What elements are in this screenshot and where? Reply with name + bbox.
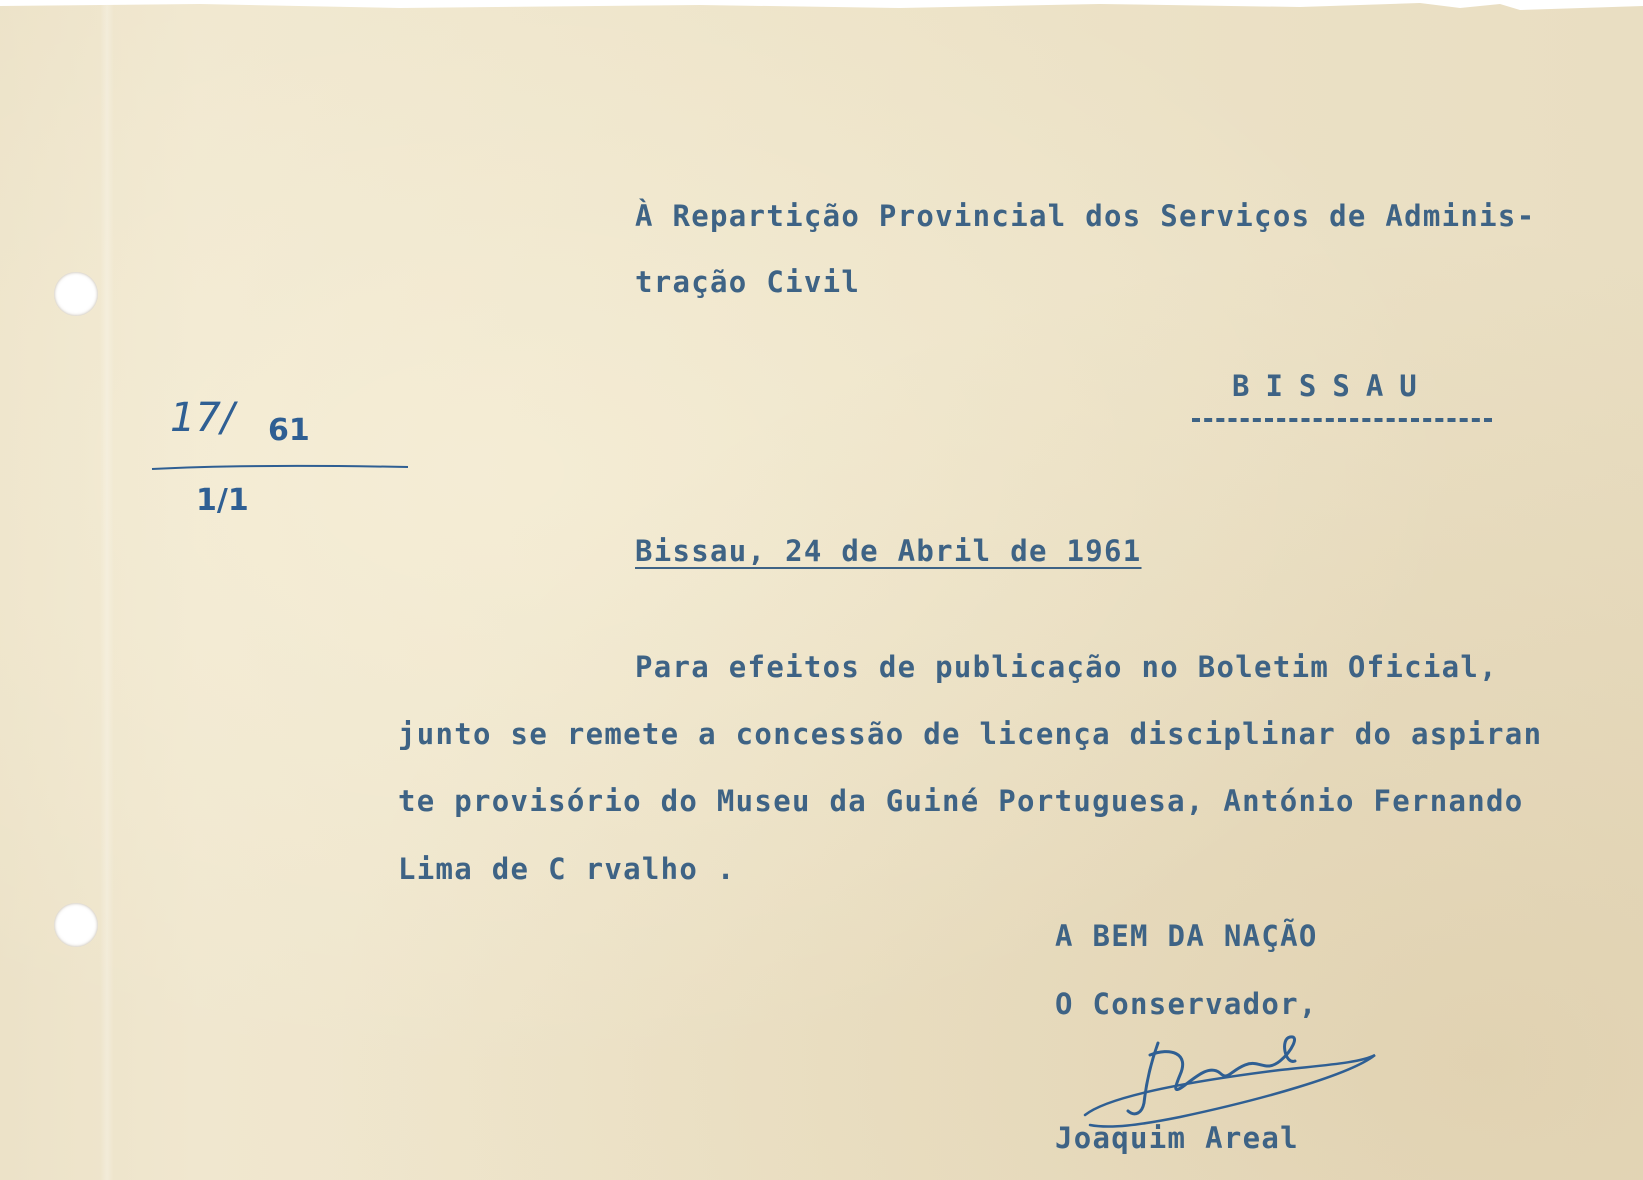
handwritten-signature [1080, 1025, 1380, 1135]
recipient-line-2: tração Civil [635, 265, 861, 299]
body-line-3: te provisório do Museu da Guiné Portuguesa, António Fernando [398, 784, 1524, 818]
date-line: Bissau, 24 de Abril de 1961 [635, 534, 1142, 568]
punch-hole-bottom [54, 903, 98, 947]
signer-name: Joaquim Areal [1055, 1121, 1299, 1155]
reference-block [150, 395, 410, 525]
city-heading-underline [1192, 418, 1492, 422]
body-line-2: junto se remete a concessão de licença disciplinar do aspiran [398, 717, 1543, 751]
paper-fold [100, 0, 114, 1180]
city-heading: BISSAU [1232, 369, 1433, 403]
reference-number: 17/ [170, 395, 235, 441]
recipient-line-1: À Repartição Provincial dos Serviços de Adminis- [635, 199, 1536, 233]
torn-top-edge [0, 0, 1643, 14]
reference-sheet: 1/1 [196, 483, 249, 518]
body-line-1: Para efeitos de publicação no Boletim Oficial, [635, 650, 1498, 684]
signer-title: O Conservador, [1055, 987, 1318, 1021]
reference-year: 61 [268, 413, 310, 448]
reference-rule [150, 463, 410, 473]
body-line-4: Lima de C rvalho . [398, 852, 736, 886]
punch-hole-top [54, 272, 98, 316]
closing-salutation: A BEM DA NAÇÃO [1055, 919, 1318, 953]
